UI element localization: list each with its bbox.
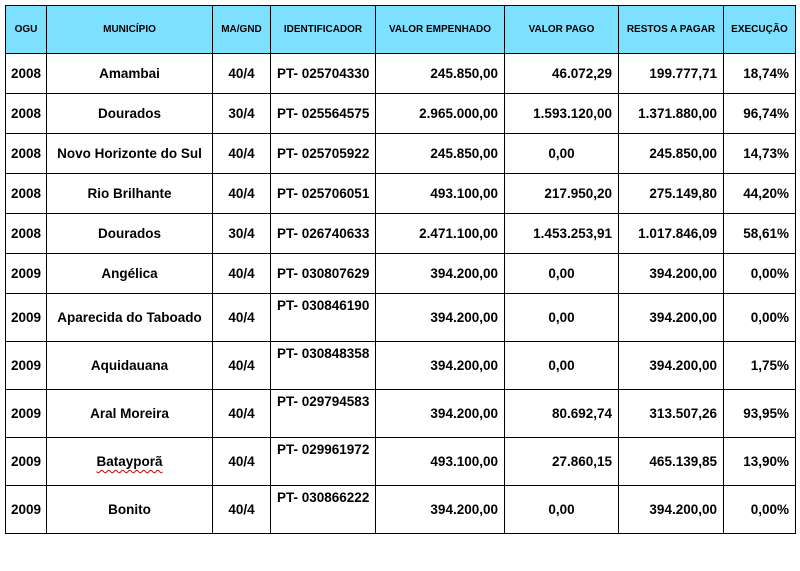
- cell-municipio: Rio Brilhante: [47, 174, 213, 214]
- cell-ogu: 2008: [6, 134, 47, 174]
- cell-ma-gnd: 40/4: [213, 54, 271, 94]
- cell-ma-gnd: 30/4: [213, 214, 271, 254]
- cell-ma-gnd: 30/4: [213, 94, 271, 134]
- cell-valor-empenhado: 245.850,00: [376, 54, 505, 94]
- cell-identificador: PT- 025704330: [271, 54, 376, 94]
- cell-restos-a-pagar: 275.149,80: [619, 174, 724, 214]
- cell-identificador: PT- 025705922: [271, 134, 376, 174]
- cell-ogu: 2009: [6, 486, 47, 534]
- table-row: [6, 294, 796, 342]
- cell-identificador: PT- 029794583: [271, 390, 376, 438]
- cell-valor-pago: 27.860,15: [505, 438, 619, 486]
- cell-ogu: 2009: [6, 342, 47, 390]
- cell-ma-gnd: 40/4: [213, 254, 271, 294]
- cell-execucao: 0,00%: [724, 254, 796, 294]
- cell-execucao: 0,00%: [724, 486, 796, 534]
- table-row: [6, 94, 796, 134]
- cell-identificador: PT- 025706051: [271, 174, 376, 214]
- cell-municipio: Dourados: [47, 214, 213, 254]
- budget-table: [5, 5, 796, 534]
- cell-valor-pago: 217.950,20: [505, 174, 619, 214]
- cell-valor-empenhado: 394.200,00: [376, 342, 505, 390]
- cell-ogu: 2008: [6, 174, 47, 214]
- cell-municipio: [47, 438, 213, 486]
- header-municipio: MUNICÍPIO: [47, 6, 213, 54]
- table-row: [6, 486, 796, 534]
- cell-execucao: 13,90%: [724, 438, 796, 486]
- header-ma-gnd: MA/GND: [213, 6, 271, 54]
- cell-valor-empenhado: 2.471.100,00: [376, 214, 505, 254]
- cell-execucao: 44,20%: [724, 174, 796, 214]
- cell-execucao: 14,73%: [724, 134, 796, 174]
- cell-valor-pago: 0,00: [505, 134, 619, 174]
- cell-valor-empenhado: 394.200,00: [376, 294, 505, 342]
- header-row: [6, 6, 796, 54]
- cell-execucao: 1,75%: [724, 342, 796, 390]
- cell-valor-pago: 1.453.253,91: [505, 214, 619, 254]
- cell-valor-empenhado: 394.200,00: [376, 254, 505, 294]
- cell-ogu: 2008: [6, 54, 47, 94]
- cell-ogu: 2009: [6, 390, 47, 438]
- cell-restos-a-pagar: 245.850,00: [619, 134, 724, 174]
- cell-valor-pago: 0,00: [505, 254, 619, 294]
- table-row: [6, 254, 796, 294]
- header-valor-empenhado: VALOR EMPENHADO: [376, 6, 505, 54]
- cell-restos-a-pagar: 199.777,71: [619, 54, 724, 94]
- cell-execucao: 0,00%: [724, 294, 796, 342]
- cell-restos-a-pagar: 394.200,00: [619, 294, 724, 342]
- cell-municipio: Aquidauana: [47, 342, 213, 390]
- cell-valor-pago: 1.593.120,00: [505, 94, 619, 134]
- cell-municipio: Dourados: [47, 94, 213, 134]
- cell-identificador: PT- 030807629: [271, 254, 376, 294]
- cell-restos-a-pagar: 1.371.880,00: [619, 94, 724, 134]
- cell-valor-pago: 0,00: [505, 342, 619, 390]
- cell-ma-gnd: 40/4: [213, 294, 271, 342]
- table-row: [6, 54, 796, 94]
- cell-municipio: Bonito: [47, 486, 213, 534]
- table-row: [6, 134, 796, 174]
- cell-ogu: 2009: [6, 438, 47, 486]
- cell-identificador: PT- 025564575: [271, 94, 376, 134]
- header-ogu: OGU: [6, 6, 47, 54]
- table-row: [6, 390, 796, 438]
- cell-execucao: 96,74%: [724, 94, 796, 134]
- cell-ma-gnd: 40/4: [213, 486, 271, 534]
- cell-valor-pago: 0,00: [505, 486, 619, 534]
- header-identificador: IDENTIFICADOR: [271, 6, 376, 54]
- cell-restos-a-pagar: 1.017.846,09: [619, 214, 724, 254]
- cell-valor-pago: 0,00: [505, 294, 619, 342]
- cell-municipio: Amambai: [47, 54, 213, 94]
- header-restos-a-pagar: RESTOS A PAGAR: [619, 6, 724, 54]
- cell-ogu: 2008: [6, 94, 47, 134]
- cell-valor-empenhado: 394.200,00: [376, 390, 505, 438]
- cell-identificador: PT- 030846190: [271, 294, 376, 342]
- cell-ma-gnd: 40/4: [213, 342, 271, 390]
- cell-identificador: PT- 030848358: [271, 342, 376, 390]
- cell-identificador: PT- 026740633: [271, 214, 376, 254]
- cell-ma-gnd: 40/4: [213, 390, 271, 438]
- cell-ma-gnd: 40/4: [213, 438, 271, 486]
- cell-identificador: PT- 029961972: [271, 438, 376, 486]
- cell-ma-gnd: 40/4: [213, 174, 271, 214]
- cell-valor-empenhado: 394.200,00: [376, 486, 505, 534]
- cell-municipio: Novo Horizonte do Sul: [47, 134, 213, 174]
- table-row: [6, 342, 796, 390]
- table-row: [6, 214, 796, 254]
- cell-valor-pago: 80.692,74: [505, 390, 619, 438]
- cell-valor-empenhado: 493.100,00: [376, 438, 505, 486]
- cell-valor-empenhado: 245.850,00: [376, 134, 505, 174]
- cell-ogu: 2009: [6, 254, 47, 294]
- cell-municipio: Angélica: [47, 254, 213, 294]
- cell-municipio: Aparecida do Taboado: [47, 294, 213, 342]
- table-row: [6, 438, 796, 486]
- cell-execucao: 93,95%: [724, 390, 796, 438]
- cell-ogu: 2009: [6, 294, 47, 342]
- cell-execucao: 18,74%: [724, 54, 796, 94]
- cell-valor-empenhado: 493.100,00: [376, 174, 505, 214]
- table-row: [6, 174, 796, 214]
- cell-restos-a-pagar: 394.200,00: [619, 486, 724, 534]
- cell-municipio: Aral Moreira: [47, 390, 213, 438]
- cell-restos-a-pagar: 313.507,26: [619, 390, 724, 438]
- cell-ma-gnd: 40/4: [213, 134, 271, 174]
- header-execucao: EXECUÇÃO: [724, 6, 796, 54]
- cell-valor-empenhado: 2.965.000,00: [376, 94, 505, 134]
- cell-execucao: 58,61%: [724, 214, 796, 254]
- cell-identificador: PT- 030866222: [271, 486, 376, 534]
- cell-valor-pago: 46.072,29: [505, 54, 619, 94]
- cell-restos-a-pagar: 465.139,85: [619, 438, 724, 486]
- header-valor-pago: VALOR PAGO: [505, 6, 619, 54]
- misspelled-word: Batayporã: [96, 454, 163, 469]
- cell-restos-a-pagar: 394.200,00: [619, 342, 724, 390]
- cell-restos-a-pagar: 394.200,00: [619, 254, 724, 294]
- cell-ogu: 2008: [6, 214, 47, 254]
